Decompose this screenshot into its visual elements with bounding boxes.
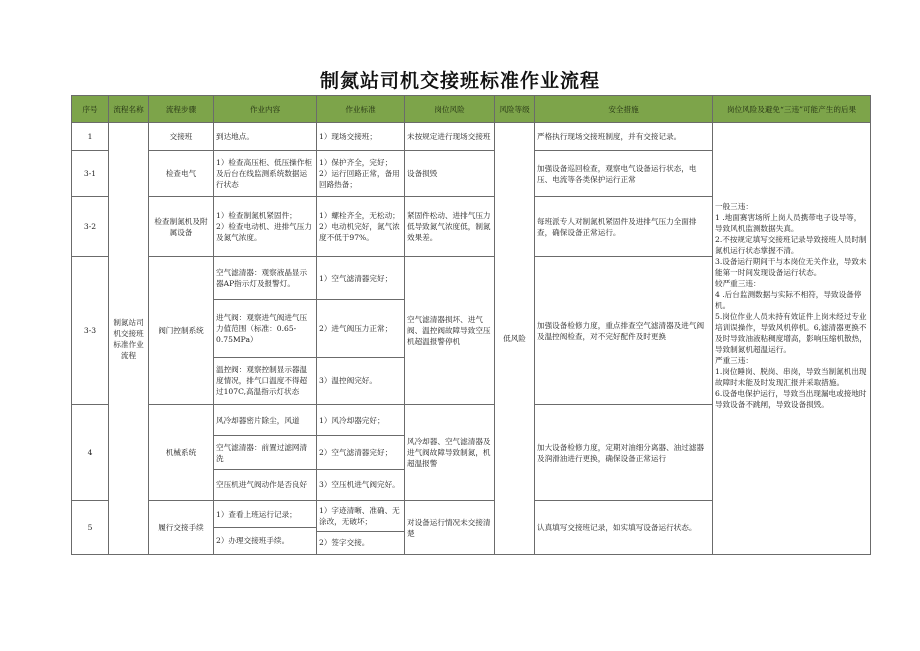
row-content-group	[214, 405, 317, 501]
row-no: 3-3	[72, 257, 109, 405]
row-content: 空压机进气阀动作是否良好	[216, 480, 308, 490]
row-standard: 1）风冷却器完好；	[317, 406, 404, 436]
row-no: 5	[72, 501, 109, 555]
col-header-step: 流程步骤	[149, 96, 214, 123]
consequences: 一般三违： 1 .地面赛害场所上岗人员携带电子设导等，导致风机监测数据失真。 2.不按规定填写交接班记录导致接班人员时制氮机运行状态掌握不清。 3.设备运行期间干与本岗位无关作业，导致未能第一时间发现设备运行状态。 较严重三违： 4 .后台监测数据与实际不相符，导致设备停机。 5.岗位作业人员未持有效证件上岗未经过专业培训误操作，导致风机停机。6,滤清器更换不及时导致油液粘稠度增高，影响压缩机散热，导致制氮机超温运行。 严重三违： 1.岗位睡岗、脱岗、串岗，导致当制氮机出现故障时未能及时发现汇报并采取措施。 6.设备电保护运行，导致当出现漏电或接地时导致设备不跳闸，导致设备损毁。	[713, 123, 871, 555]
process-name: 制氮站司机交接班标准作业流程	[109, 123, 149, 555]
row-standard: 3）空压机进气阀完好。	[319, 480, 400, 490]
col-header-measure: 安全措施	[535, 96, 713, 123]
col-header-process: 流程名称	[109, 96, 149, 123]
row-risk: 未按规定进行现场交接班	[405, 123, 495, 151]
row-step: 履行交接手续	[149, 501, 214, 555]
row-measure: 加强设备检修力度，重点排查空气滤清器及进气阀及温控阀检查，对不完好配件及时更换	[535, 257, 713, 405]
row-no: 3-1	[72, 151, 109, 197]
col-header-content: 作业内容	[214, 96, 317, 123]
row-standard-group	[317, 257, 405, 405]
row-standard: 1）螺栓齐全，无松动； 2）电动机完好，氮气浓度不低于97%。	[317, 197, 405, 257]
row-measure: 严格执行现场交接班制度，并有交接记录。	[535, 123, 713, 151]
row-step: 检查制氮机及附属设备	[149, 197, 214, 257]
workflow-table	[71, 95, 871, 555]
row-risk: 设备损毁	[405, 151, 495, 197]
row-content: 空气滤清器：前置过滤网清洗	[214, 436, 316, 470]
row-standard: 1）空气滤清器完好；	[317, 258, 404, 300]
row-content: 2）办理交接班手续。	[216, 536, 290, 546]
row-no: 4	[72, 405, 109, 501]
row-content: 空气滤清器：观察液晶显示器AP指示灯及报警灯。	[214, 258, 316, 300]
row-standard: 1）现场交接班；	[317, 123, 405, 151]
col-header-consequence: 岗位风险及避免“三违”可能产生的后果	[713, 96, 871, 123]
row-risk: 对设备运行情况未交接清楚	[405, 501, 495, 555]
row-risk: 空气滤清器损坏、进气阀、温控阀故障导致空压机超温报警停机	[405, 257, 495, 405]
row-standard-group	[317, 501, 405, 555]
col-header-no: 序号	[72, 96, 109, 123]
row-measure: 每班派专人对制氮机紧固件及进排气压力全面排查，确保设备正常运行。	[535, 197, 713, 257]
col-header-standard: 作业标准	[317, 96, 405, 123]
risk-level: 低风险	[495, 123, 535, 555]
header-row	[72, 96, 871, 123]
row-content-group	[214, 501, 317, 555]
row-content: 1）检查制氮机紧固件； 2）检查电动机、进排气压力及氮气浓度。	[214, 197, 317, 257]
col-header-risk-level: 风险等级	[495, 96, 535, 123]
row-measure: 加大设备检修力度，定期对油细分离器、油过滤器及润滑油进行更换，确保设备正常运行	[535, 405, 713, 501]
row-standard: 1）字迹清晰、准确、无涂改，无破坏；	[317, 502, 404, 532]
row-step: 机械系统	[149, 405, 214, 501]
col-header-risk: 岗位风险	[405, 96, 495, 123]
page-title: 制氮站司机交接班标准作业流程	[319, 70, 600, 92]
row-risk: 紧固件松动、进排气压力低导致氮气浓度低，制氮效果差。	[405, 197, 495, 257]
row-step: 阀门控制系统	[149, 257, 214, 405]
row-content: 到达地点。	[214, 123, 317, 151]
row-measure: 加强设备巡回检查，观察电气设备运行状态，电压、电流等各类保护运行正常	[535, 151, 713, 197]
table-row	[72, 123, 871, 151]
row-step: 检查电气	[149, 151, 214, 197]
row-standard: 2）空气滤清器完好；	[317, 436, 404, 470]
row-risk: 风冷却器、空气滤清器及进气阀故障导致制氮，机超温报警	[405, 405, 495, 501]
row-content: 温控阀：观察控制显示器温度情况，排气口温度不得超过107C,高温指示灯状态	[216, 365, 308, 397]
row-standard: 3）温控阀完好。	[319, 376, 377, 386]
row-standard-group	[317, 405, 405, 501]
row-step: 交接班	[149, 123, 214, 151]
row-no: 3-2	[72, 197, 109, 257]
row-content-group	[214, 257, 317, 405]
row-measure: 认真填写交接班记录，如实填写设备运行状态。	[535, 501, 713, 555]
row-content: 1）查看上班运行记录；	[214, 502, 316, 528]
row-standard: 1）保护齐全，完好； 2）运行回路正常，备用回路热备；	[317, 151, 405, 197]
row-content: 风冷却器密片除尘，风道	[214, 406, 316, 436]
row-no: 1	[72, 123, 109, 151]
row-standard: 2）签字交接。	[319, 538, 370, 548]
row-standard: 2）进气阀压力正常；	[317, 300, 404, 358]
row-content: 进气阀：观察进气阀进气压力值范围（标准：0.65-0.75MPa）	[214, 300, 316, 358]
row-content: 1）检查高压柜、低压操作柜及后台在线监测系统数据运行状态	[214, 151, 317, 197]
